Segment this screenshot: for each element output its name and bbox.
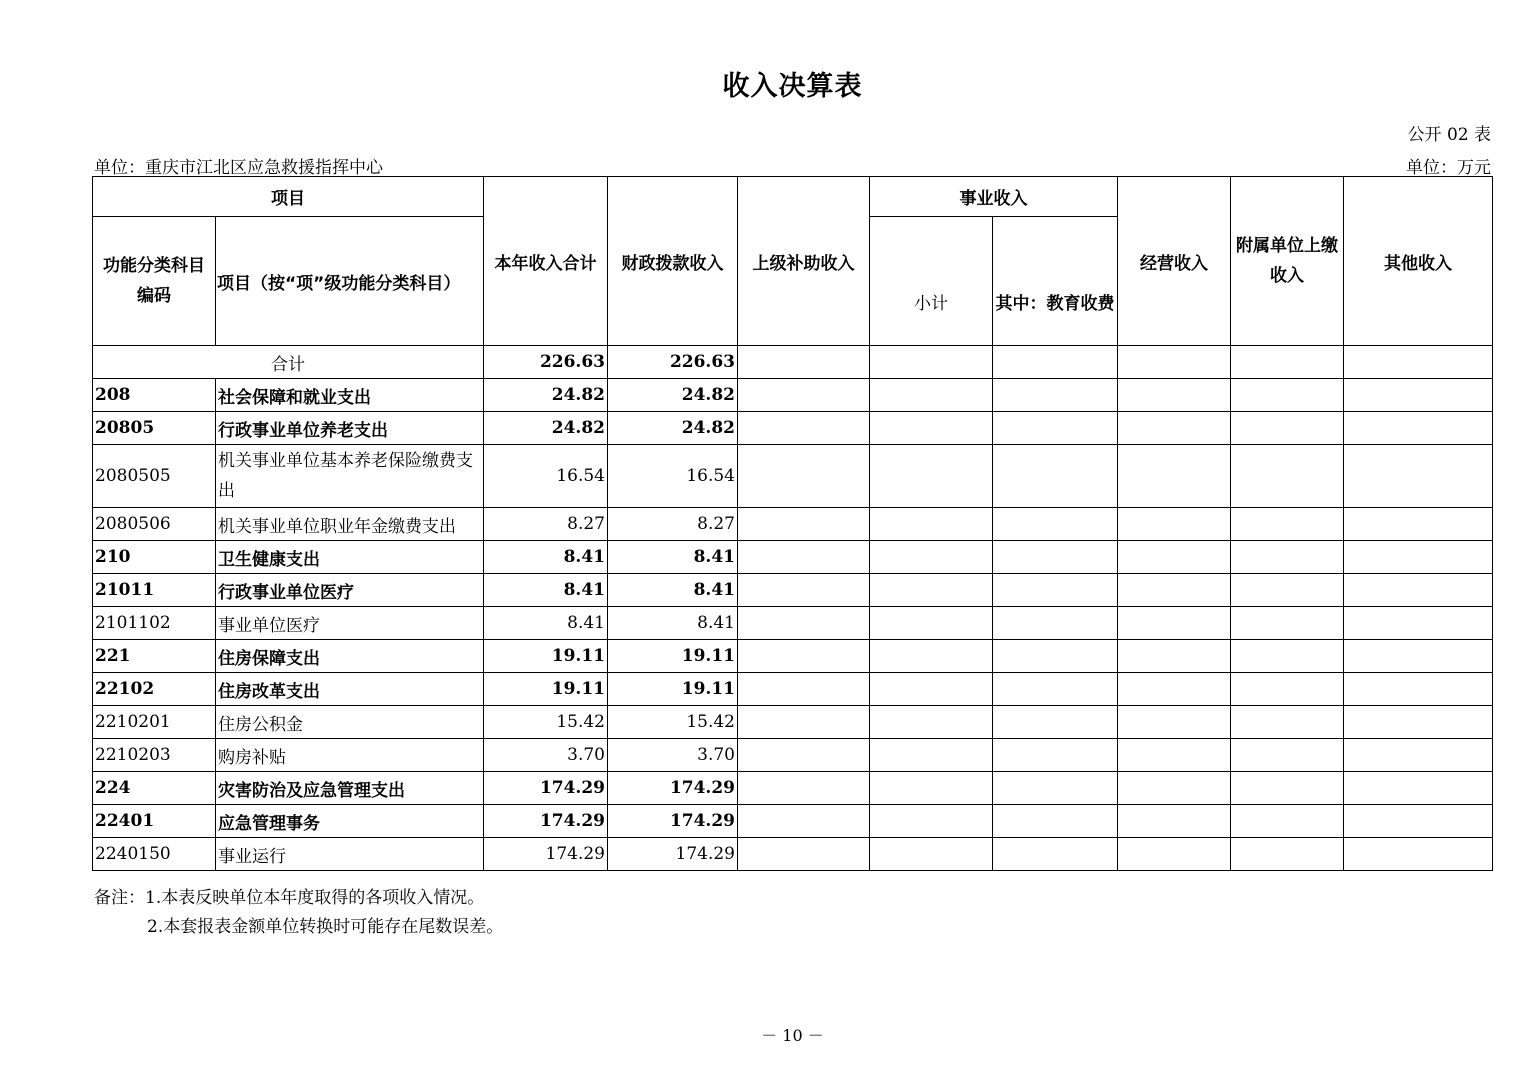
header-total: 本年收入合计 xyxy=(484,177,608,346)
table-row xyxy=(93,706,1493,739)
row-fiscal: 8.27 xyxy=(608,508,738,541)
row-code: 2210201 xyxy=(93,706,216,739)
row-code: 21011 xyxy=(93,574,216,607)
table-row xyxy=(93,574,1493,607)
table-row xyxy=(93,445,1493,508)
row-fiscal: 24.82 xyxy=(608,379,738,412)
empty-cell xyxy=(993,541,1118,574)
note-2: 2.本套报表金额单位转换时可能存在尾数误差。 xyxy=(147,917,504,937)
unit-currency: 单位：万元 xyxy=(1406,158,1491,178)
row-total: 15.42 xyxy=(484,706,608,739)
row-code: 208 xyxy=(93,379,216,412)
row-code: 2080505 xyxy=(93,445,216,508)
table-row xyxy=(93,379,1493,412)
row-name: 机关事业单位基本养老保险缴费支出 xyxy=(216,445,484,508)
empty-cell xyxy=(1118,379,1231,412)
row-name: 机关事业单位职业年金缴费支出 xyxy=(216,508,484,541)
empty-cell xyxy=(1344,541,1493,574)
empty-cell xyxy=(1344,508,1493,541)
row-name: 灾害防治及应急管理支出 xyxy=(216,772,484,805)
empty-cell xyxy=(1118,706,1231,739)
table-row xyxy=(93,508,1493,541)
empty-cell xyxy=(870,739,993,772)
empty-cell xyxy=(738,412,870,445)
row-code: 20805 xyxy=(93,412,216,445)
row-fiscal: 8.41 xyxy=(608,607,738,640)
notes xyxy=(94,884,503,942)
empty-cell xyxy=(738,640,870,673)
empty-cell xyxy=(738,508,870,541)
row-fiscal: 174.29 xyxy=(608,838,738,871)
empty-cell xyxy=(1118,673,1231,706)
empty-cell xyxy=(1344,412,1493,445)
total-label: 合计 xyxy=(93,346,484,379)
row-name: 应急管理事务 xyxy=(216,805,484,838)
header-fiscal: 财政拨款收入 xyxy=(608,177,738,346)
row-name: 行政事业单位养老支出 xyxy=(216,412,484,445)
table-row xyxy=(93,772,1493,805)
empty-cell xyxy=(1344,739,1493,772)
empty-cell xyxy=(1231,706,1344,739)
empty-cell xyxy=(993,508,1118,541)
empty-cell xyxy=(1344,607,1493,640)
table-row xyxy=(93,541,1493,574)
empty-cell xyxy=(1344,445,1493,508)
empty-cell xyxy=(870,673,993,706)
row-total: 24.82 xyxy=(484,412,608,445)
empty-cell xyxy=(870,574,993,607)
empty-cell xyxy=(1231,805,1344,838)
empty-cell xyxy=(993,412,1118,445)
empty-cell xyxy=(738,838,870,871)
empty-cell xyxy=(870,640,993,673)
empty-cell xyxy=(1118,739,1231,772)
row-name: 住房公积金 xyxy=(216,706,484,739)
row-total: 3.70 xyxy=(484,739,608,772)
row-code: 2210203 xyxy=(93,739,216,772)
note-1: 备注：1.本表反映单位本年度取得的各项收入情况。 xyxy=(94,888,485,908)
table-row xyxy=(93,739,1493,772)
empty-cell xyxy=(1231,607,1344,640)
header-affiliated: 附属单位上缴收入 xyxy=(1231,177,1344,346)
empty-cell xyxy=(1118,838,1231,871)
empty-cell xyxy=(870,838,993,871)
row-name: 社会保障和就业支出 xyxy=(216,379,484,412)
empty-cell xyxy=(870,805,993,838)
row-fiscal: 174.29 xyxy=(608,772,738,805)
empty-cell xyxy=(1118,574,1231,607)
empty-cell xyxy=(993,706,1118,739)
row-fiscal: 19.11 xyxy=(608,673,738,706)
empty-cell xyxy=(1118,508,1231,541)
empty-cell xyxy=(1231,412,1344,445)
row-total: 16.54 xyxy=(484,445,608,508)
empty-cell xyxy=(870,772,993,805)
empty-cell xyxy=(993,640,1118,673)
empty-cell xyxy=(1231,379,1344,412)
empty-cell xyxy=(738,706,870,739)
empty-cell xyxy=(1118,541,1231,574)
table-row xyxy=(93,640,1493,673)
row-fiscal: 15.42 xyxy=(608,706,738,739)
row-name: 购房补贴 xyxy=(216,739,484,772)
row-total: 19.11 xyxy=(484,640,608,673)
row-code: 210 xyxy=(93,541,216,574)
empty-cell xyxy=(993,838,1118,871)
empty-cell xyxy=(1231,640,1344,673)
empty-cell xyxy=(993,673,1118,706)
income-table xyxy=(92,176,1493,871)
empty-cell xyxy=(870,445,993,508)
total-sum: 226.63 xyxy=(484,346,608,379)
row-total: 174.29 xyxy=(484,772,608,805)
table-row xyxy=(93,838,1493,871)
row-name: 事业单位医疗 xyxy=(216,607,484,640)
page-number: － 10 － xyxy=(761,1026,824,1045)
empty-cell xyxy=(1118,640,1231,673)
empty-cell xyxy=(1344,772,1493,805)
table-row xyxy=(93,607,1493,640)
empty-cell xyxy=(1344,574,1493,607)
empty-cell xyxy=(993,445,1118,508)
row-total: 8.41 xyxy=(484,607,608,640)
empty-cell xyxy=(1344,379,1493,412)
empty-cell xyxy=(1118,805,1231,838)
empty-cell xyxy=(993,805,1118,838)
row-code: 2101102 xyxy=(93,607,216,640)
row-code: 224 xyxy=(93,772,216,805)
row-fiscal: 174.29 xyxy=(608,805,738,838)
row-fiscal: 3.70 xyxy=(608,739,738,772)
row-total: 8.41 xyxy=(484,574,608,607)
empty-cell xyxy=(1231,772,1344,805)
form-number: 公开 02 表 xyxy=(1407,125,1491,145)
empty-cell xyxy=(993,607,1118,640)
header-superior: 上级补助收入 xyxy=(738,177,870,346)
header-operating: 经营收入 xyxy=(1118,177,1231,346)
row-fiscal: 19.11 xyxy=(608,640,738,673)
empty-cell xyxy=(738,805,870,838)
page-title: 收入决算表 xyxy=(722,71,863,102)
empty-cell xyxy=(993,379,1118,412)
table-row xyxy=(93,673,1493,706)
empty-cell xyxy=(870,607,993,640)
empty-cell xyxy=(870,412,993,445)
row-total: 8.27 xyxy=(484,508,608,541)
empty-cell xyxy=(1344,706,1493,739)
empty-cell xyxy=(1231,508,1344,541)
row-total: 19.11 xyxy=(484,673,608,706)
header-name: 项目（按“项”级功能分类科目） xyxy=(216,217,484,346)
empty-cell xyxy=(870,541,993,574)
table-row xyxy=(93,412,1493,445)
empty-cell xyxy=(993,574,1118,607)
row-fiscal: 8.41 xyxy=(608,574,738,607)
header-business: 事业收入 xyxy=(870,177,1118,217)
row-total: 174.29 xyxy=(484,838,608,871)
empty-cell xyxy=(738,739,870,772)
unit-organization: 单位：重庆市江北区应急救援指挥中心 xyxy=(94,158,383,178)
empty-cell xyxy=(1344,805,1493,838)
empty-cell xyxy=(738,445,870,508)
header-education: 其中：教育收费 xyxy=(993,217,1118,346)
row-total: 174.29 xyxy=(484,805,608,838)
empty-cell xyxy=(1344,673,1493,706)
total-row xyxy=(93,346,1493,379)
row-fiscal: 24.82 xyxy=(608,412,738,445)
empty-cell xyxy=(738,607,870,640)
row-name: 住房保障支出 xyxy=(216,640,484,673)
empty-cell xyxy=(738,541,870,574)
row-code: 2080506 xyxy=(93,508,216,541)
row-code: 22401 xyxy=(93,805,216,838)
empty-cell xyxy=(870,508,993,541)
row-fiscal: 16.54 xyxy=(608,445,738,508)
empty-cell xyxy=(1231,541,1344,574)
row-name: 住房改革支出 xyxy=(216,673,484,706)
total-fiscal: 226.63 xyxy=(608,346,738,379)
empty-cell xyxy=(1344,838,1493,871)
empty-cell xyxy=(1231,838,1344,871)
row-code: 22102 xyxy=(93,673,216,706)
header-code: 功能分类科目编码 xyxy=(93,217,216,346)
empty-cell xyxy=(1118,772,1231,805)
header-other: 其他收入 xyxy=(1344,177,1493,346)
header-project: 项目 xyxy=(93,177,484,217)
row-fiscal: 8.41 xyxy=(608,541,738,574)
empty-cell xyxy=(1231,445,1344,508)
empty-cell xyxy=(738,673,870,706)
row-name: 事业运行 xyxy=(216,838,484,871)
empty-cell xyxy=(738,379,870,412)
empty-cell xyxy=(993,772,1118,805)
empty-cell xyxy=(738,574,870,607)
table-body xyxy=(93,346,1493,871)
empty-cell xyxy=(870,379,993,412)
empty-cell xyxy=(738,772,870,805)
row-total: 8.41 xyxy=(484,541,608,574)
row-total: 24.82 xyxy=(484,379,608,412)
row-name: 行政事业单位医疗 xyxy=(216,574,484,607)
empty-cell xyxy=(993,739,1118,772)
empty-cell xyxy=(1231,574,1344,607)
empty-cell xyxy=(1231,739,1344,772)
empty-cell xyxy=(1118,412,1231,445)
empty-cell xyxy=(1231,673,1344,706)
empty-cell xyxy=(870,706,993,739)
table-row xyxy=(93,805,1493,838)
empty-cell xyxy=(1118,445,1231,508)
row-code: 221 xyxy=(93,640,216,673)
row-code: 2240150 xyxy=(93,838,216,871)
empty-cell xyxy=(1118,607,1231,640)
row-name: 卫生健康支出 xyxy=(216,541,484,574)
header-subtotal: 小计 xyxy=(870,217,993,346)
empty-cell xyxy=(1344,640,1493,673)
